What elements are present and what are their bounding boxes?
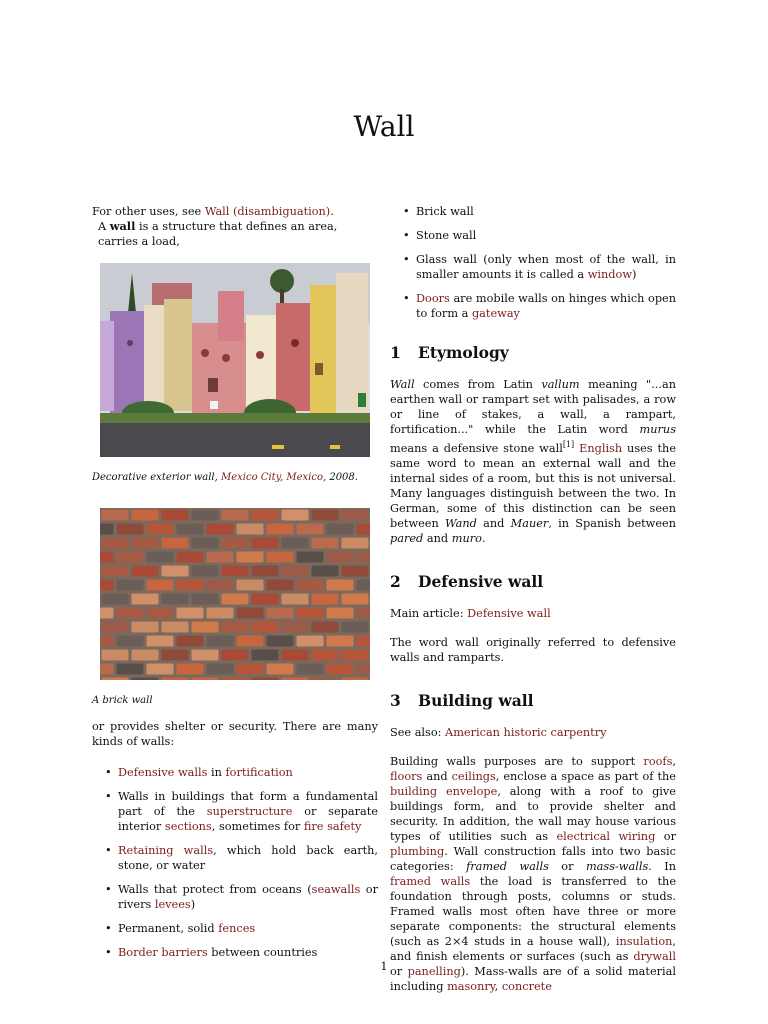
brick (207, 524, 234, 535)
brick (237, 664, 264, 675)
doors-link[interactable]: Doors (416, 292, 450, 305)
text: , along with a roof to give buildings form, and to provide shelter and security. In addition, the wall may house various types of utilities such as (390, 784, 676, 843)
text: See also: (390, 725, 446, 739)
term-murus: murus (639, 423, 676, 436)
brick (222, 538, 249, 549)
lead-continued: or provides shelter or security. There are many kinds of walls: (92, 720, 378, 748)
brick (312, 510, 339, 521)
brick (162, 622, 189, 633)
fences-link[interactable]: fences (218, 922, 256, 935)
brick (117, 580, 144, 591)
brick (357, 608, 371, 619)
brick (342, 594, 369, 605)
brick (207, 664, 234, 675)
list-text: ) (632, 268, 637, 281)
caption-sep: , (279, 472, 287, 483)
brick (252, 538, 279, 549)
lead-sentence (92, 219, 378, 249)
brick (342, 510, 369, 521)
term-mass-walls: mass-walls (585, 859, 649, 873)
seawalls-link[interactable]: seawalls (311, 883, 361, 896)
brick (102, 510, 129, 521)
page-number: 1 (380, 960, 388, 973)
brick (237, 524, 264, 535)
brick (147, 580, 174, 591)
brick (177, 636, 204, 647)
building-envelope-link[interactable]: building envelope (390, 784, 498, 798)
brick (342, 650, 369, 661)
section-number: 1 (390, 343, 401, 362)
brick (207, 636, 234, 647)
list-text: between countries (207, 946, 318, 959)
english-link[interactable]: English (579, 441, 623, 455)
text: and (422, 769, 452, 783)
brick (327, 524, 354, 535)
defensive-wall-link[interactable]: Defensive wall (467, 606, 551, 620)
section-title: Etymology (418, 343, 509, 362)
brick (252, 678, 279, 681)
brick (100, 608, 114, 619)
brick (132, 510, 159, 521)
brick (192, 622, 219, 633)
list-item (92, 843, 378, 873)
list-text: , sometimes for (211, 820, 304, 833)
list-text: Walls that protect from oceans ( (118, 883, 312, 896)
brick (297, 608, 324, 619)
brick (102, 678, 129, 681)
brick (117, 552, 144, 563)
section-title: Defensive wall (418, 571, 544, 591)
brick (342, 538, 369, 549)
wall-types-list (390, 204, 676, 321)
mexico-city-link[interactable]: Mexico City (221, 472, 280, 483)
brick-wall-photo (100, 508, 370, 680)
brick (222, 622, 249, 633)
text: meaning "...an earthen wall or rampart set with palisades, a row or line of stakes, a wall, a rampart, fortification..." while the Latin word (390, 378, 676, 436)
brick (102, 622, 129, 633)
brick (297, 664, 324, 675)
brick (207, 552, 234, 563)
brick (282, 650, 309, 661)
brick (297, 636, 324, 647)
brick (102, 538, 129, 549)
brick (222, 650, 249, 661)
term-wall: Wall (390, 378, 415, 391)
brick (162, 510, 189, 521)
brick (192, 566, 219, 577)
etymology-paragraph (390, 377, 676, 546)
brick (132, 566, 159, 577)
brick (132, 538, 159, 549)
text: , (494, 979, 502, 993)
brick (222, 510, 249, 521)
concrete-link[interactable]: concrete (501, 979, 552, 993)
brick (222, 678, 249, 681)
text: . Wall construction falls into two basic categories: (390, 844, 676, 873)
masonry-link[interactable]: masonry (447, 979, 495, 993)
text: means a defensive stone wall (390, 441, 563, 455)
brick (222, 566, 249, 577)
brick (282, 622, 309, 633)
brick (177, 664, 204, 675)
page-title: Wall (353, 110, 415, 143)
list-item (92, 945, 378, 960)
brick (357, 524, 371, 535)
brick (192, 594, 219, 605)
brick (252, 510, 279, 521)
brick (237, 552, 264, 563)
brick (252, 650, 279, 661)
text: uses the same word to mean an external wall and the internal sides of a room, but this is not universal. Many languages distinguish between the two. In German, some of this distinction can be seen between (390, 441, 676, 530)
list-item (92, 765, 378, 780)
building-wall-paragraph (390, 754, 676, 994)
list-text: or separate interior (118, 805, 378, 833)
text: or (548, 859, 586, 873)
brick (177, 608, 204, 619)
text: , enclose a space as part of the (495, 769, 676, 783)
brick (267, 524, 294, 535)
brick (117, 636, 144, 647)
term-framed-walls: framed walls (466, 859, 549, 873)
brick (327, 608, 354, 619)
hatnote-suffix: . (330, 205, 334, 218)
sections-link[interactable]: sections (164, 820, 212, 833)
right-column (390, 204, 676, 994)
brick (132, 650, 159, 661)
brick (312, 650, 339, 661)
floors-link[interactable]: floors (390, 769, 423, 783)
brick (312, 594, 339, 605)
brick (117, 608, 144, 619)
section-title: Building wall (418, 690, 534, 710)
brick (100, 524, 114, 535)
text: . (481, 531, 486, 545)
text: comes from Latin (414, 378, 542, 391)
text: the load is transferred to the foundation through posts, columns or studs. Framed walls most often have three or more separate components: the structural elements (such as 2×4 studs in a house wall), (390, 874, 677, 948)
border-barriers-link[interactable]: Border barriers (118, 946, 208, 959)
reference-1[interactable]: [1] (562, 440, 575, 449)
brick (327, 664, 354, 675)
lead-rest: is a structure that defines an area, carries a load, (98, 220, 338, 248)
brick (312, 538, 339, 549)
lead-a: A (98, 220, 110, 233)
drywall-link[interactable]: drywall (633, 949, 676, 963)
brick (252, 594, 279, 605)
brick (132, 622, 159, 633)
brick (237, 580, 264, 591)
electrical-wiring-link[interactable]: electrical wiring (556, 829, 656, 843)
brick (192, 538, 219, 549)
brick (357, 580, 371, 591)
list-item: • Stone wall (390, 228, 676, 243)
text: or (655, 829, 677, 843)
brick (147, 552, 174, 563)
figure1-caption (92, 471, 378, 484)
decorative-wall-photo (100, 263, 370, 457)
figure2-caption: A brick wall (92, 695, 153, 706)
mexico-link[interactable]: Mexico (286, 472, 323, 483)
list-text: or rivers (118, 883, 378, 911)
brick (147, 524, 174, 535)
section-heading-building-wall (390, 691, 676, 711)
brick (282, 510, 309, 521)
text: . In (648, 859, 677, 873)
hatnote (92, 204, 378, 219)
brick (312, 622, 339, 633)
brick (282, 678, 309, 681)
term-pared: pared (390, 531, 424, 545)
brick (357, 552, 371, 563)
defensive-walls-link[interactable]: Defensive walls (118, 766, 208, 779)
brick (312, 678, 339, 681)
caption-a: Decorative exterior wall, (92, 472, 221, 483)
panelling-link[interactable]: panelling (407, 964, 461, 978)
brick (162, 538, 189, 549)
text: , in Spanish between (548, 516, 676, 530)
brick (252, 622, 279, 633)
brick (177, 580, 204, 591)
term-muro: muro (451, 531, 482, 545)
brick (342, 678, 369, 681)
american-historic-carpentry-link[interactable]: American historic carpentry (445, 725, 607, 739)
list-text: , which hold back earth, stone, or water (118, 844, 379, 872)
section-number: 2 (390, 571, 401, 591)
brick (162, 594, 189, 605)
term-vallum: vallum (541, 378, 580, 391)
gateway-link[interactable]: gateway (471, 307, 520, 320)
brick (132, 678, 159, 681)
ceilings-link[interactable]: ceilings (451, 769, 496, 783)
brick (162, 678, 189, 681)
list-item (390, 291, 676, 321)
brick (282, 538, 309, 549)
brick (177, 552, 204, 563)
caption-b: , 2008. (322, 472, 358, 483)
text: ). Mass-walls are of a solid material including (390, 964, 676, 993)
text: and (476, 516, 511, 530)
list-item (92, 921, 378, 936)
brick (102, 650, 129, 661)
brick (192, 650, 219, 661)
list-text: Permanent, solid (118, 922, 219, 935)
brick (267, 664, 294, 675)
list-text: Walls in buildings that form a fundamental part of the (118, 790, 378, 818)
brick (267, 552, 294, 563)
section-heading-defensive-wall (390, 572, 676, 592)
brick (192, 678, 219, 681)
brick (100, 664, 114, 675)
wall-kinds-list (92, 765, 378, 960)
brick (267, 580, 294, 591)
list-item: • Brick wall (390, 204, 676, 219)
brick (117, 664, 144, 675)
section-heading-etymology (390, 343, 676, 363)
text: , (672, 754, 676, 768)
brick (267, 608, 294, 619)
list-item (390, 252, 676, 282)
brick (100, 552, 114, 563)
brick (312, 566, 339, 577)
brick (357, 636, 371, 647)
text: and (423, 531, 452, 545)
section-number: 3 (390, 690, 401, 710)
list-text: in (207, 766, 226, 779)
brick (162, 650, 189, 661)
term-wand: Wand (445, 516, 477, 530)
left-column (92, 204, 378, 960)
disambiguation-link[interactable]: Wall (disambiguation) (204, 205, 331, 218)
brick (147, 664, 174, 675)
brick (177, 524, 204, 535)
brick (102, 594, 129, 605)
brick (117, 524, 144, 535)
list-item (92, 882, 378, 912)
hatnote-text: For other uses, see (92, 205, 205, 218)
brick (100, 580, 114, 591)
brick (162, 566, 189, 577)
brick (327, 636, 354, 647)
brick (282, 594, 309, 605)
fire-safety-link[interactable]: fire safety (303, 820, 362, 833)
list-text: Glass wall (only when most of the wall, in smaller amounts it is called a (416, 253, 676, 281)
list-text: ) (190, 898, 196, 911)
superstructure-link[interactable]: superstructure (206, 805, 293, 818)
list-item (92, 789, 378, 834)
brick (357, 664, 371, 675)
text: Building walls purposes are to support (390, 754, 644, 768)
brick (207, 580, 234, 591)
brick (327, 580, 354, 591)
brick (207, 608, 234, 619)
brick (102, 566, 129, 577)
term-mauer: Mauer (510, 516, 549, 530)
text: , and finish elements or surfaces (such as (390, 934, 676, 963)
brick (252, 566, 279, 577)
lead-bold: wall (109, 219, 136, 233)
defensive-wall-paragraph: The word wall originally referred to defensive walls and ramparts. (390, 635, 676, 664)
brick (100, 636, 114, 647)
brick (297, 524, 324, 535)
brick (342, 566, 369, 577)
brick (237, 608, 264, 619)
list-text: are mobile walls on hinges which open to form a (416, 292, 677, 320)
text: or (390, 964, 408, 978)
brick (297, 552, 324, 563)
brick (282, 566, 309, 577)
brick (327, 552, 354, 563)
window-link[interactable]: window (587, 268, 633, 281)
levees-link[interactable]: levees (154, 898, 191, 911)
plumbing-link[interactable]: plumbing (390, 844, 445, 858)
brick (192, 510, 219, 521)
insulation-link[interactable]: insulation (615, 934, 673, 948)
brick (342, 622, 369, 633)
brick (147, 608, 174, 619)
brick (222, 594, 249, 605)
fortification-link[interactable]: fortification (225, 766, 293, 779)
brick (237, 636, 264, 647)
main-article-note (390, 606, 676, 621)
brick (267, 636, 294, 647)
brick (297, 580, 324, 591)
framed-walls-link[interactable]: framed walls (390, 874, 471, 888)
roofs-link[interactable]: roofs (643, 754, 673, 768)
see-also-note (390, 725, 676, 740)
text: Main article: (390, 606, 468, 620)
retaining-walls-link[interactable]: Retaining walls (118, 844, 214, 857)
brick (132, 594, 159, 605)
brick (147, 636, 174, 647)
